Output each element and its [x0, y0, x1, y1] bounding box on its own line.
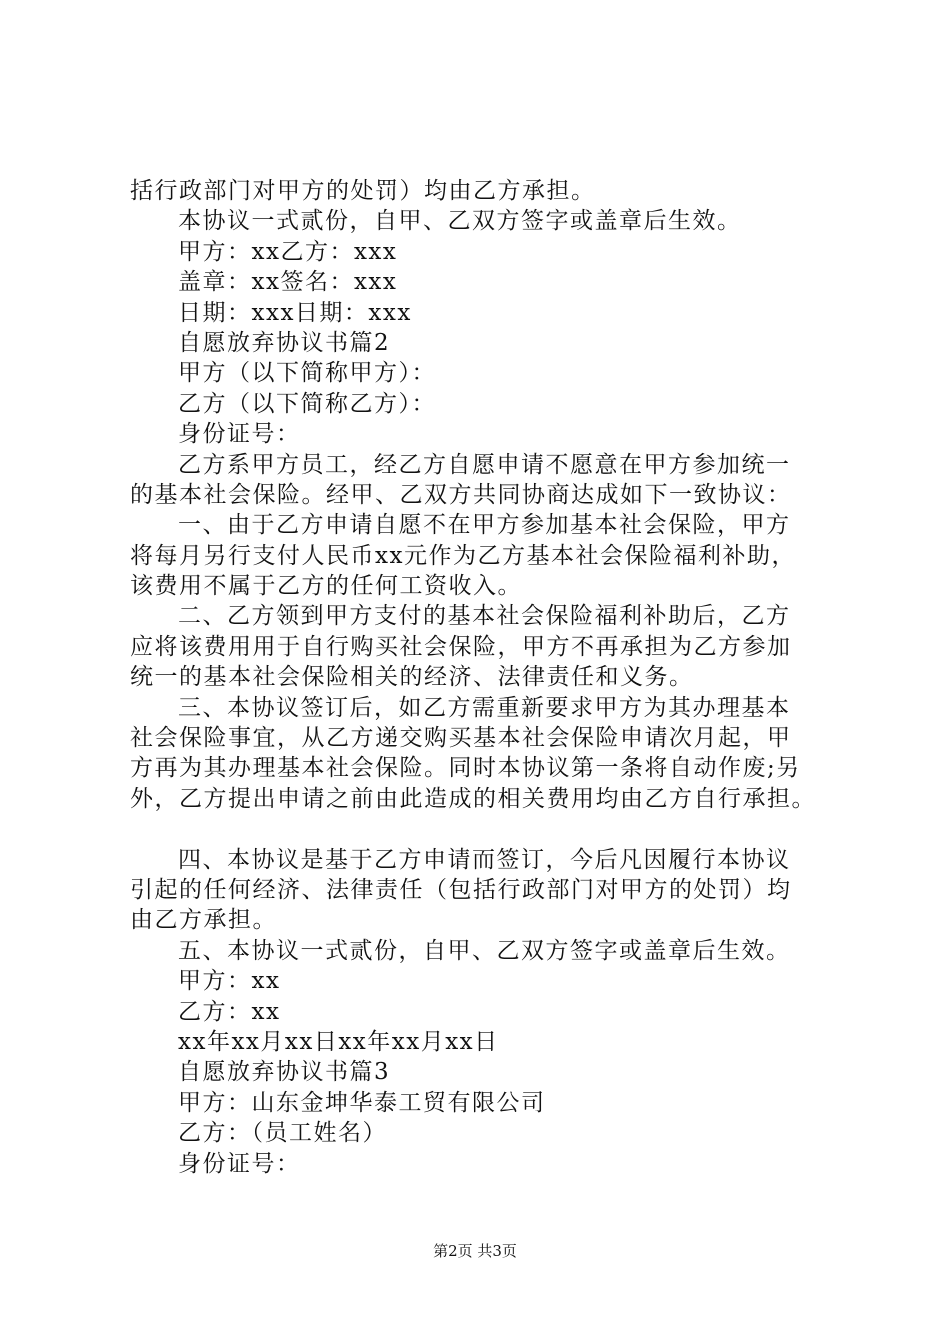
text-line: 甲方：xx乙方：xxx: [178, 238, 398, 265]
text-line: 应将该费用用于自行购买社会保险，甲方不再承担为乙方参加: [130, 633, 792, 660]
text-line: 的基本社会保险。经甲、乙双方共同协商达成如下一致协议：: [130, 481, 792, 508]
text-line: xx年xx月xx日xx年xx月xx日: [178, 1028, 499, 1055]
text-line: 括行政部门对甲方的处罚）均由乙方承担。: [130, 178, 596, 204]
text-line: 日期：xxx日期：xxx: [178, 299, 412, 326]
text-line: 乙方系甲方员工，经乙方自愿申请不愿意在甲方参加统一: [178, 451, 791, 478]
text-line: 社会保险事宜，从乙方递交购买基本社会保险申请次月起，甲: [130, 725, 792, 752]
text-line: 身份证号：: [178, 421, 301, 448]
blank-line: [130, 814, 845, 844]
text-line: 五、本协议一式贰份，自甲、乙双方签字或盖章后生效。: [178, 937, 791, 964]
text-line: 四、本协议是基于乙方申请而签订，今后凡因履行本协议: [178, 846, 791, 873]
text-line: 统一的基本社会保险相关的经济、法律责任和义务。: [130, 664, 694, 691]
text-line: 自愿放弃协议书篇3: [178, 1059, 391, 1086]
text-line: 由乙方承担。: [130, 907, 277, 934]
text-line: 乙方（以下简称乙方）：: [178, 390, 436, 417]
text-line: 该费用不属于乙方的任何工资收入。: [130, 573, 522, 600]
text-line: 本协议一式贰份，自甲、乙双方签字或盖章后生效。: [178, 208, 742, 235]
text-line: 甲方：山东金坤华泰工贸有限公司: [178, 1089, 546, 1116]
text-line: 乙方：（员工姓名）: [178, 1120, 387, 1147]
text-line: 二、乙方领到甲方支付的基本社会保险福利补助后，乙方: [178, 603, 791, 630]
text-line: 甲方（以下简称甲方）：: [178, 360, 436, 387]
text-line: 方再为其办理基本社会保险。同时本协议第一条将自动作废;另: [130, 755, 801, 782]
text-line: 盖章：xx签名：xxx: [178, 269, 398, 296]
document-body: [130, 176, 845, 1179]
text-line: 将每月另行支付人民币xx元作为乙方基本社会保险福利补助，: [130, 542, 796, 569]
text-line: 乙方：xx: [178, 998, 281, 1025]
page-footer: 第2页 共3页: [433, 1242, 517, 1260]
text-line: 一、由于乙方申请自愿不在甲方参加基本社会保险，甲方: [178, 512, 791, 539]
text-line: 三、本协议签订后，如乙方需重新要求甲方为其办理基本: [178, 694, 791, 721]
text-line: 外，乙方提出申请之前由此造成的相关费用均由乙方自行承担。: [130, 785, 816, 812]
text-line: 自愿放弃协议书篇2: [178, 329, 391, 356]
text-line: 身份证号：: [178, 1150, 301, 1177]
text-line: 甲方：xx: [178, 968, 281, 995]
text-line: 引起的任何经济、法律责任（包括行政部门对甲方的处罚）均: [130, 876, 792, 903]
